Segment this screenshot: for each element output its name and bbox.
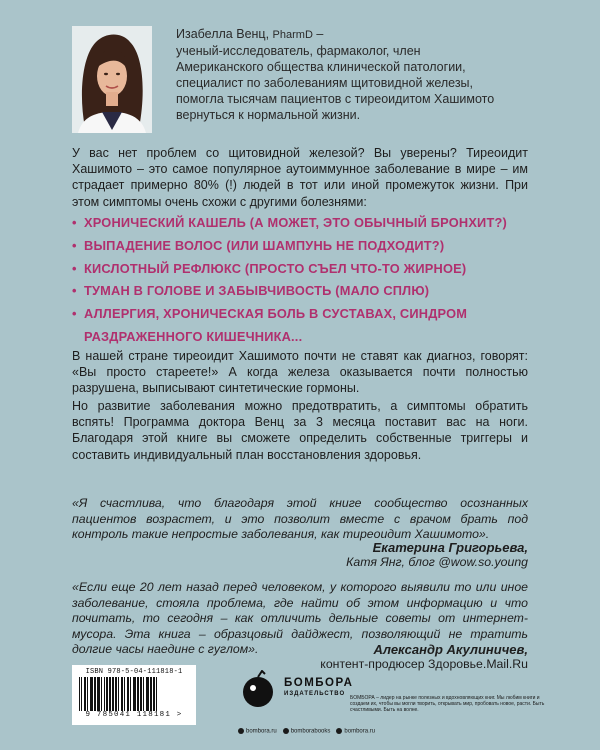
bombora-logo-icon	[238, 670, 278, 710]
author-bio-line: ученый-исследователь, фармаколог, член	[176, 44, 421, 58]
barcode-bar	[112, 677, 114, 711]
intro-paragraph: У вас нет проблем со щитовидной железой? Вы уверены? Тиреоидит Хашимото – это самое популярное аутоиммунное заболевание в мире – им страдает примерно 80% (!) людей в тот или иной промежуток жизни. При этом симптомы очень схожи с другими болезнями:	[72, 146, 528, 209]
barcode-bar	[153, 677, 155, 711]
barcode-bar	[137, 677, 139, 711]
barcode-bar	[140, 677, 142, 711]
publisher-about: БОМБОРА – лидер на рынке полезных и вдохновляющих книг. Мы любим книги и создаем их, чтобы вы могли творить, открывать мир, пробовать новое, расти. Быть счастливыми. Быть на волне.	[350, 695, 545, 714]
symptom-last-line2: РАЗДРАЖЕННОГО КИШЕЧНИКА...	[84, 328, 303, 344]
symptom-item: • ТУМАН В ГОЛОВЕ И ЗАБЫВЧИВОСТЬ (МАЛО СПЛЮ)	[72, 280, 532, 303]
author-bio	[176, 26, 536, 123]
publisher-name: БОМБОРА	[284, 677, 354, 689]
barcode-bar	[130, 677, 131, 711]
barcode-bar	[143, 677, 144, 711]
diagnosis-paragraph: В нашей стране тиреоидит Хашимото почти не ставят как диагноз, говорят: «Вы просто стареете!» А когда железа оказывается почти полностью разрушена, выписывают синтетические гормоны.	[72, 349, 528, 396]
reviewer-name: Екатерина Григорьева,	[372, 540, 528, 555]
review-attribution-2	[320, 642, 528, 672]
instagram-icon	[336, 728, 342, 734]
barcode-bar	[87, 677, 88, 711]
barcode-bar	[146, 677, 149, 711]
author-bio-line: Американского общества клинической патологии,	[176, 60, 466, 74]
barcode-bar	[127, 677, 129, 711]
barcode-bar	[84, 677, 86, 711]
author-bio-line: вернуться к нормальной жизни.	[176, 108, 361, 122]
author-name-line	[176, 26, 536, 43]
barcode-bar	[150, 677, 152, 711]
barcode-bar	[97, 677, 100, 711]
barcode-bar	[81, 677, 82, 711]
author-degree: PharmD	[272, 29, 313, 41]
symptom-last-line1: АЛЛЕРГИЯ, ХРОНИЧЕСКАЯ БОЛЬ В СУСТАВАХ, СИНДРОМ	[84, 306, 468, 322]
review-quote-1: «Я счастлива, что благодаря этой книге сообщество осознанных пациентов возрастет, и это позволит вместе с врачом брать под контроль такие непростые заболевания, как тиреоидит Хашимото».	[72, 496, 528, 542]
barcode-bars	[77, 677, 191, 711]
author-name: Изабелла Венц,	[176, 27, 273, 41]
barcode-bar	[79, 677, 80, 711]
program-paragraph: Но развитие заболевания можно предотвратить, а симптомы обратить вспять! Программа доктора Венц за 3 месяца поставит вас на ноги. Благодаря этой книге вы сможете определить собственные триггеры и составить индивидуальный план восстановления здоровья.	[72, 399, 528, 462]
author-bio-line: специалист по заболеваниям щитовидной железы,	[176, 76, 474, 90]
vk-icon	[283, 728, 289, 734]
publisher-link-text: bomborabooks	[290, 728, 331, 735]
author-bio-line: помогла тысячам пациентов с тиреоидитом Хашимото	[176, 92, 495, 106]
barcode-bar	[101, 677, 102, 711]
isbn-label: ISBN 978-5-04-111818-1	[85, 668, 183, 676]
barcode-bar	[133, 677, 136, 711]
globe-icon	[238, 728, 244, 734]
symptom-item-last	[72, 303, 532, 349]
review-quote-2: «Если еще 20 лет назад перед человеком, у которого выявили то или иное заболевание, стояла проблема, где найти об этом информацию и что почитать, то сегодня – как отличить дельные советы от интернет-мусора. Эта книга – образцовый дайджест, позволяющий не тратить долгие часы наедине с гуглом».	[72, 580, 528, 657]
reviewer-role: контент-продюсер Здоровье.Mail.Ru	[320, 657, 528, 671]
publisher-link-text: bombora.ru	[344, 728, 376, 735]
reviewer-role: Катя Янг, блог @wow.so.young	[346, 555, 528, 569]
barcode-bar	[156, 677, 157, 711]
barcode-bar	[109, 677, 111, 711]
publisher-link[interactable]	[336, 728, 375, 735]
barcode-bar	[121, 677, 123, 711]
barcode-bar	[124, 677, 125, 711]
review-attribution-1	[346, 540, 528, 570]
author-photo	[72, 26, 152, 133]
symptom-item: • КИСЛОТНЫЙ РЕФЛЮКС (ПРОСТО СЪЕЛ ЧТО-ТО ЖИРНОЕ)	[72, 258, 532, 281]
publisher-sub: ИЗДАТЕЛЬСТВО	[284, 691, 346, 697]
barcode-bar	[90, 677, 93, 711]
publisher-link[interactable]	[238, 728, 277, 735]
publisher-link-text: bombora.ru	[246, 728, 277, 735]
author-dash: –	[312, 27, 324, 41]
barcode-bar	[94, 677, 96, 711]
symptom-item: • ВЫПАДЕНИЕ ВОЛОС (ИЛИ ШАМПУНЬ НЕ ПОДХОДИТ?)	[72, 235, 532, 258]
symptom-item: • ХРОНИЧЕСКИЙ КАШЕЛЬ (А МОЖЕТ, ЭТО ОБЫЧНЫЙ БРОНХИТ?)	[72, 212, 532, 235]
barcode-bar	[106, 677, 108, 711]
publisher-link[interactable]	[283, 728, 331, 735]
barcode-bar	[104, 677, 105, 711]
publisher-links	[238, 728, 375, 735]
barcode-digits: 9 785041 118181 >	[85, 711, 183, 719]
reviewer-name: Александр Акулиничев,	[373, 642, 528, 657]
symptoms-list	[72, 212, 532, 349]
barcode	[72, 665, 196, 725]
barcode-bar	[118, 677, 119, 711]
barcode-bar	[115, 677, 117, 711]
